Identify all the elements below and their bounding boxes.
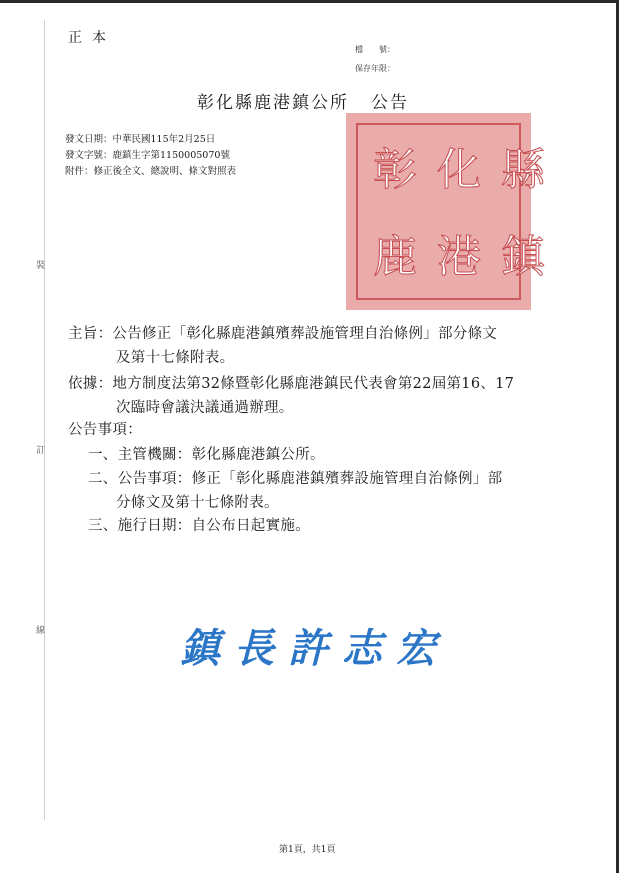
official-seal — [346, 113, 544, 310]
seal-char: 鹿 — [365, 232, 416, 277]
subject-line-2: 及第十七條附表。 — [116, 350, 235, 366]
binding-line — [44, 20, 45, 820]
document-number: 發文字號：鹿鎮生字第1150005070號 — [65, 150, 230, 161]
announcement-heading: 公告事項： — [68, 422, 142, 438]
attachment-list: 附件：修正後全文、總說明、條文對照表 — [65, 166, 237, 177]
announcement-item-1: 一、主管機關：彰化縣鹿港鎮公所。 — [88, 447, 325, 463]
binding-mark-1: 裝 — [36, 261, 46, 271]
issue-date: 發文日期：中華民國115年2月25日 — [65, 134, 216, 145]
document-type: 公告 — [371, 93, 409, 113]
copy-mark: 正本 — [68, 30, 116, 46]
seal-char: 縣 — [493, 146, 544, 191]
issuing-office: 彰化縣鹿港鎮公所 — [197, 93, 349, 113]
mayor-signature-stamp: 鎮長許志宏 — [180, 625, 450, 672]
document-title — [197, 88, 409, 113]
seal-char: 彰 — [365, 146, 416, 191]
subject-line-1: 主旨：公告修正「彰化縣鹿港鎮殯葬設施管理自治條例」部分條文 — [68, 326, 498, 342]
basis-line-2: 次臨時會議決議通過辦理。 — [116, 400, 294, 416]
seal-char: 鎮 — [493, 232, 544, 277]
announcement-item-3: 三、施行日期：自公布日起實施。 — [88, 518, 310, 534]
page-border-top — [0, 0, 619, 3]
basis-line-1: 依據：地方制度法第32條暨彰化縣鹿港鎮民代表會第22屆第16、17 — [68, 376, 515, 392]
binding-mark-3: 線 — [36, 626, 46, 636]
announcement-item-2-line-1: 二、公告事項：修正「彰化縣鹿港鎮殯葬設施管理自治條例」部 — [88, 471, 503, 487]
announcement-item-2-line-2: 分條文及第十七條附表。 — [116, 495, 279, 511]
seal-char: 港 — [429, 232, 480, 277]
archive-number-label: 檔 號： — [355, 45, 395, 54]
binding-mark-2: 訂 — [36, 446, 46, 456]
page-number: 第1頁，共1頁 — [279, 845, 336, 855]
seal-char: 化 — [429, 146, 480, 191]
retention-period-label: 保存年限： — [355, 64, 395, 73]
